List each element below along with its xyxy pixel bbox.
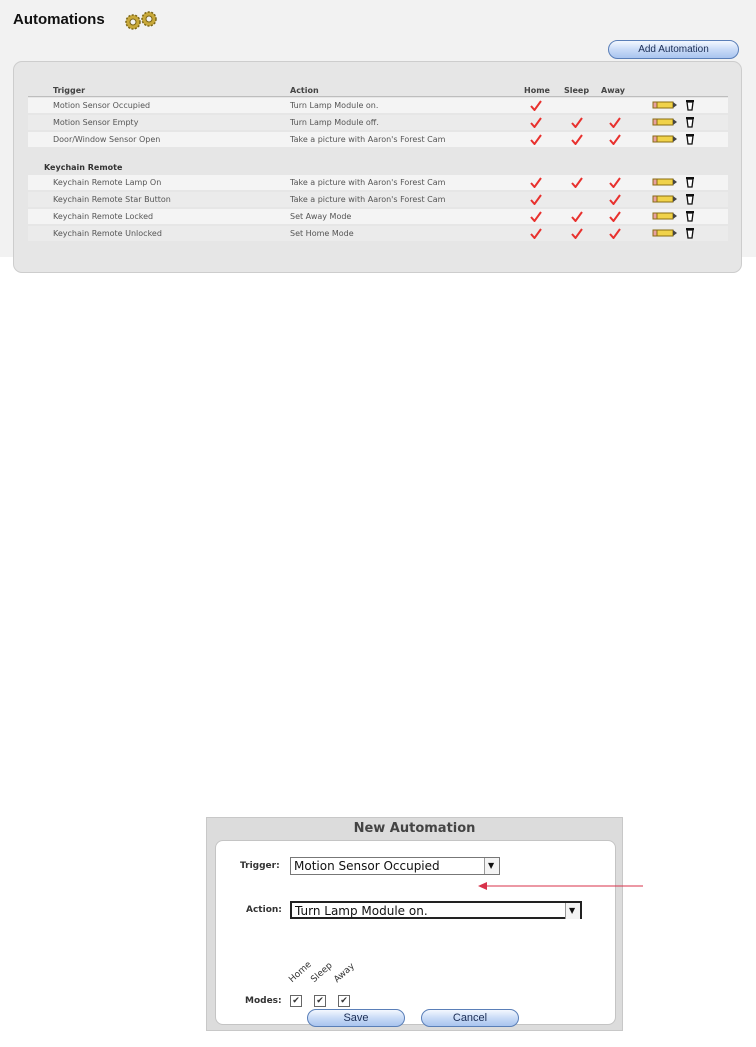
home-check-icon — [530, 117, 542, 128]
row-action: Turn Lamp Module off. — [290, 118, 379, 127]
new-automation-dialog — [206, 817, 623, 1031]
edit-pencil-icon[interactable] — [652, 99, 678, 111]
away-check-icon — [609, 117, 621, 128]
trigger-dropdown-arrow[interactable] — [484, 858, 499, 874]
trash-icon[interactable] — [685, 193, 695, 205]
away-check-icon — [609, 194, 621, 205]
action-column-header: Action — [290, 86, 319, 95]
dialog-body — [215, 840, 616, 1025]
modes-label: Modes: — [245, 996, 282, 1006]
trash-icon[interactable] — [685, 176, 695, 188]
automations-list — [13, 61, 742, 273]
row-trigger: Keychain Remote Lamp On — [53, 178, 162, 187]
edit-pencil-icon[interactable] — [652, 193, 678, 205]
action-select-value: Turn Lamp Module on. — [295, 904, 428, 918]
row-action: Take a picture with Aaron's Forest Cam — [290, 195, 446, 204]
sleep-check-icon — [571, 211, 583, 222]
sleep-check-icon — [571, 117, 583, 128]
action-dropdown-arrow[interactable] — [565, 903, 580, 919]
sleep-check-icon — [571, 228, 583, 239]
away-column-header: Away — [601, 86, 625, 95]
edit-pencil-icon[interactable] — [652, 176, 678, 188]
table-row[interactable] — [28, 209, 728, 224]
table-row[interactable] — [28, 132, 728, 147]
row-action: Set Home Mode — [290, 229, 354, 238]
sleep-check-icon — [571, 177, 583, 188]
row-trigger: Keychain Remote Unlocked — [53, 229, 162, 238]
gears-icon — [121, 9, 161, 31]
row-trigger: Keychain Remote Star Button — [53, 195, 171, 204]
trigger-select[interactable] — [290, 857, 500, 875]
chevron-down-icon: ▼ — [569, 906, 576, 915]
row-trigger: Door/Window Sensor Open — [53, 135, 161, 144]
trigger-label: Trigger: — [240, 861, 280, 871]
away-check-icon — [609, 228, 621, 239]
home-check-icon — [530, 228, 542, 239]
cancel-button[interactable]: Cancel — [421, 1009, 519, 1027]
home-check-icon — [530, 194, 542, 205]
row-trigger: Motion Sensor Occupied — [53, 101, 151, 110]
away-check-icon — [609, 211, 621, 222]
trigger-select-value: Motion Sensor Occupied — [294, 859, 440, 873]
callout-arrow-icon — [478, 881, 643, 891]
trash-icon[interactable] — [685, 116, 695, 128]
row-action: Turn Lamp Module on. — [290, 101, 379, 110]
home-column-header: Home — [524, 86, 550, 95]
action-select[interactable] — [290, 901, 582, 919]
row-action: Set Away Mode — [290, 212, 352, 221]
save-button[interactable]: Save — [307, 1009, 405, 1027]
sleep-column-header: Sleep — [564, 86, 590, 95]
trash-icon[interactable] — [685, 227, 695, 239]
edit-pencil-icon[interactable] — [652, 133, 678, 145]
mode-label-sleep: Sleep — [309, 960, 335, 985]
trigger-column-header: Trigger — [53, 86, 86, 95]
mode-label-home: Home — [287, 959, 314, 985]
home-check-icon — [530, 134, 542, 145]
table-row[interactable] — [28, 226, 728, 241]
edit-pencil-icon[interactable] — [652, 227, 678, 239]
group-label-keychain-remote: Keychain Remote — [44, 163, 123, 172]
edit-pencil-icon[interactable] — [652, 210, 678, 222]
away-check-icon — [609, 177, 621, 188]
row-trigger: Motion Sensor Empty — [53, 118, 139, 127]
action-label: Action: — [246, 905, 282, 915]
home-mode-checkbox[interactable]: ✔ — [290, 995, 302, 1007]
trash-icon[interactable] — [685, 99, 695, 111]
add-automation-button[interactable]: Add Automation — [608, 40, 739, 59]
home-check-icon — [530, 211, 542, 222]
page-title: Automations — [13, 11, 105, 28]
mode-label-away: Away — [332, 961, 357, 985]
table-row[interactable] — [28, 192, 728, 207]
automations-panel — [0, 0, 756, 257]
sleep-mode-checkbox[interactable]: ✔ — [314, 995, 326, 1007]
table-row[interactable] — [28, 175, 728, 190]
chevron-down-icon: ▼ — [488, 861, 495, 870]
edit-pencil-icon[interactable] — [652, 116, 678, 128]
sleep-check-icon — [571, 134, 583, 145]
trash-icon[interactable] — [685, 133, 695, 145]
trash-icon[interactable] — [685, 210, 695, 222]
away-check-icon — [609, 134, 621, 145]
row-action: Take a picture with Aaron's Forest Cam — [290, 178, 446, 187]
table-row[interactable] — [28, 98, 728, 113]
header-divider — [28, 96, 728, 97]
row-trigger: Keychain Remote Locked — [53, 212, 154, 221]
dialog-title: New Automation — [353, 821, 476, 836]
row-action: Take a picture with Aaron's Forest Cam — [290, 135, 446, 144]
away-mode-checkbox[interactable]: ✔ — [338, 995, 350, 1007]
home-check-icon — [530, 100, 542, 111]
home-check-icon — [530, 177, 542, 188]
table-row[interactable] — [28, 115, 728, 130]
